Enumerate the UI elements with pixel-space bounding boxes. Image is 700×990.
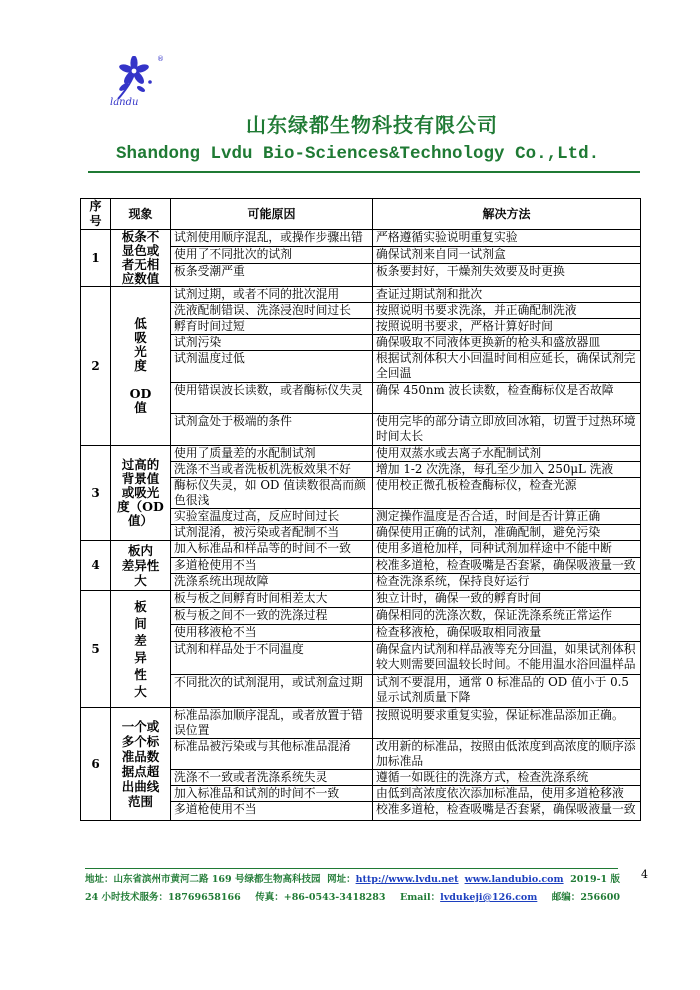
cause-cell: 使用了不同批次的试剂 bbox=[171, 247, 373, 264]
solution-cell: 根据试剂体积大小回温时间相应延长，确保试剂完全回温 bbox=[373, 351, 641, 383]
website-link-landubio[interactable]: www.landubio.com bbox=[464, 874, 564, 885]
solution-cell: 使用多道枪加样，同种试剂加样途中不能中断 bbox=[373, 541, 641, 558]
hotline-label: 24 小时技术服务： bbox=[85, 892, 169, 903]
address-label: 地址： bbox=[85, 874, 114, 885]
cause-cell: 洗涤系统出现故障 bbox=[171, 574, 373, 591]
cause-cell: 试剂污染 bbox=[171, 335, 373, 351]
phenomenon-cell: 板条不 显色或 者无相 应数值 bbox=[111, 230, 171, 287]
cause-cell: 试剂过期，或者不同的批次混用 bbox=[171, 287, 373, 303]
solution-cell: 使用完毕的部分请立即放回冰箱，切置于过热环境时间太长 bbox=[373, 414, 641, 446]
table-row bbox=[81, 708, 641, 739]
address-value: 山东省滨州市黄河二路 169 号绿都生物高科技园 bbox=[113, 874, 321, 885]
cause-cell: 加入标准品和样品等的时间不一致 bbox=[171, 541, 373, 558]
solution-cell: 试剂不要混用，通常 0 标准品的 OD 值小于 0.5 显示试剂质量下降 bbox=[373, 675, 641, 708]
cause-cell: 实验室温度过高，反应时间过长 bbox=[171, 509, 373, 525]
cause-cell: 多道枪使用不当 bbox=[171, 802, 373, 821]
solution-cell: 使用双蒸水或去离子水配制试剂 bbox=[373, 446, 641, 462]
cause-cell: 板条受潮严重 bbox=[171, 264, 373, 287]
email-link[interactable]: lvdukeji@126.com bbox=[440, 892, 538, 903]
solution-cell: 按照说明书要求，严格计算好时间 bbox=[373, 319, 641, 335]
solution-cell: 确保试剂来自同一试剂盒 bbox=[373, 247, 641, 264]
solution-cell: 板条要封好，干燥剂失效要及时更换 bbox=[373, 264, 641, 287]
company-name-en: Shandong Lvdu Bio-Sciences&Technology Co.,Ltd. bbox=[116, 144, 600, 164]
solution-cell: 检查洗涤系统，保持良好运行 bbox=[373, 574, 641, 591]
phenomenon-cell: 低 吸 光 度 OD 值 bbox=[111, 287, 171, 446]
group-number: 6 bbox=[81, 708, 111, 821]
solution-cell: 确保使用正确的试剂，准确配制，避免污染 bbox=[373, 525, 641, 541]
fax-value: +86-0543-3418283 bbox=[283, 892, 386, 903]
postcode-label: 邮编： bbox=[551, 892, 581, 903]
cause-cell: 试剂使用顺序混乱，或操作步骤出错 bbox=[171, 230, 373, 247]
table-row bbox=[81, 591, 641, 608]
col-header-phenomenon: 现象 bbox=[111, 199, 171, 230]
cause-cell: 加入标准品和试剂的时间不一致 bbox=[171, 786, 373, 802]
cause-cell: 试剂混淆，被污染或者配制不当 bbox=[171, 525, 373, 541]
solution-cell: 确保 450nm 波长读数，检查酶标仪是否故障 bbox=[373, 383, 641, 414]
group-number: 5 bbox=[81, 591, 111, 708]
table-row bbox=[81, 541, 641, 558]
solution-cell: 按照说明要求重复实验，保证标准品添加正确。 bbox=[373, 708, 641, 739]
solution-cell: 遵循一如既往的洗涤方式，检查洗涤系统 bbox=[373, 770, 641, 786]
cause-cell: 试剂盒处于极端的条件 bbox=[171, 414, 373, 446]
cause-cell: 孵育时间过短 bbox=[171, 319, 373, 335]
footer-postcode bbox=[552, 892, 620, 904]
hotline-value: 18769658166 bbox=[168, 892, 241, 903]
registered-mark: ® bbox=[157, 55, 164, 63]
cause-cell: 使用移液枪不当 bbox=[171, 625, 373, 642]
footer-website bbox=[327, 874, 564, 886]
cause-cell: 板与板之间不一致的洗涤过程 bbox=[171, 608, 373, 625]
table-row bbox=[81, 446, 641, 462]
solution-cell: 由低到高浓度依次添加标准品，使用多道枪移液 bbox=[373, 786, 641, 802]
solution-cell: 校准多道枪，检查吸嘴是否套紧，确保吸液量一致 bbox=[373, 558, 641, 574]
troubleshooting-table bbox=[80, 198, 641, 821]
solution-cell: 确保盒内试剂和样品液等充分回温，如果试剂体积较大则需要回温较长时间。不能用温水浴回温样品 bbox=[373, 642, 641, 675]
cause-cell: 试剂和样品处于不同温度 bbox=[171, 642, 373, 675]
solution-cell: 改用新的标准品，按照由低浓度到高浓度的顺序添加标准品 bbox=[373, 739, 641, 770]
solution-cell: 增加 1-2 次洗涤，每孔至少加入 250μL 洗液 bbox=[373, 462, 641, 478]
col-header-cause: 可能原因 bbox=[171, 199, 373, 230]
footer-edition: 2019-1 版 bbox=[570, 874, 620, 885]
website-link-lvdu[interactable]: http://www.lvdu.net bbox=[355, 874, 459, 885]
table-row bbox=[81, 230, 641, 247]
solution-cell: 确保吸取不同液体更换新的枪头和盛放器皿 bbox=[373, 335, 641, 351]
solution-cell: 检查移液枪，确保吸取相同液量 bbox=[373, 625, 641, 642]
solution-cell: 使用校正微孔板检查酶标仪，检查光源 bbox=[373, 478, 641, 509]
cause-cell: 使用了质量差的水配制试剂 bbox=[171, 446, 373, 462]
cause-cell: 酶标仪失灵，如 OD 值读数很高而颜色很浅 bbox=[171, 478, 373, 509]
solution-cell: 确保相同的洗涤次数，保证洗涤系统正常运作 bbox=[373, 608, 641, 625]
footer-line-2 bbox=[85, 892, 620, 904]
company-name-cn: 山东绿都生物科技有限公司 bbox=[246, 113, 498, 137]
solution-cell: 查证过期试剂和批次 bbox=[373, 287, 641, 303]
cause-cell: 标准品被污染或与其他标准品混淆 bbox=[171, 739, 373, 770]
page-number: 4 bbox=[641, 868, 648, 881]
cause-cell: 板与板之间孵育时间相差太大 bbox=[171, 591, 373, 608]
cause-cell: 试剂温度过低 bbox=[171, 351, 373, 383]
cause-cell: 洗涤不一致或者洗涤系统失灵 bbox=[171, 770, 373, 786]
email-label: Email： bbox=[399, 892, 441, 903]
phenomenon-cell: 一个或 多个标 准品数 据点超 出曲线 范围 bbox=[111, 708, 171, 821]
postcode-value: 256600 bbox=[580, 892, 620, 903]
group-number: 3 bbox=[81, 446, 111, 541]
solution-cell: 校准多道枪，检查吸嘴是否套紧，确保吸液量一致 bbox=[373, 802, 641, 821]
group-number: 2 bbox=[81, 287, 111, 446]
col-header-no: 序号 bbox=[81, 199, 111, 230]
solution-cell: 严格遵循实验说明重复实验 bbox=[373, 230, 641, 247]
cause-cell: 多道枪使用不当 bbox=[171, 558, 373, 574]
solution-cell: 按照说明书要求洗涤，并正确配制洗液 bbox=[373, 303, 641, 319]
phenomenon-cell: 板 间 差 异 性 大 bbox=[111, 591, 171, 708]
table-header-row bbox=[81, 199, 641, 230]
footer-address bbox=[85, 874, 320, 886]
col-header-solution: 解决方法 bbox=[373, 199, 641, 230]
solution-cell: 测定操作温度是否合适，时间是否计算正确 bbox=[373, 509, 641, 525]
cause-cell: 不同批次的试剂混用，或试剂盒过期 bbox=[171, 675, 373, 708]
website-label: 网址： bbox=[327, 874, 356, 885]
table-row bbox=[81, 287, 641, 303]
footer-divider bbox=[85, 868, 618, 869]
cause-cell: 洗液配制错误、洗涤浸泡时间过长 bbox=[171, 303, 373, 319]
group-number: 4 bbox=[81, 541, 111, 591]
cause-cell: 标准品添加顺序混乱，或者放置于错误位置 bbox=[171, 708, 373, 739]
header-divider bbox=[88, 171, 640, 173]
footer-line-1 bbox=[85, 874, 620, 886]
logo-wordmark: landu bbox=[110, 97, 139, 108]
footer-fax bbox=[255, 892, 385, 904]
group-number: 1 bbox=[81, 230, 111, 287]
solution-cell: 独立计时，确保一致的孵育时间 bbox=[373, 591, 641, 608]
footer-hotline bbox=[85, 892, 241, 904]
cause-cell: 洗涤不当或者洗板机洗板效果不好 bbox=[171, 462, 373, 478]
phenomenon-cell: 过高的 背景值 或吸光 度（OD 值） bbox=[111, 446, 171, 541]
footer-email bbox=[400, 892, 537, 904]
phenomenon-cell: 板内 差异性 大 bbox=[111, 541, 171, 591]
cause-cell: 使用错误波长读数，或者酶标仪失灵 bbox=[171, 383, 373, 414]
fax-label: 传真： bbox=[255, 892, 284, 903]
